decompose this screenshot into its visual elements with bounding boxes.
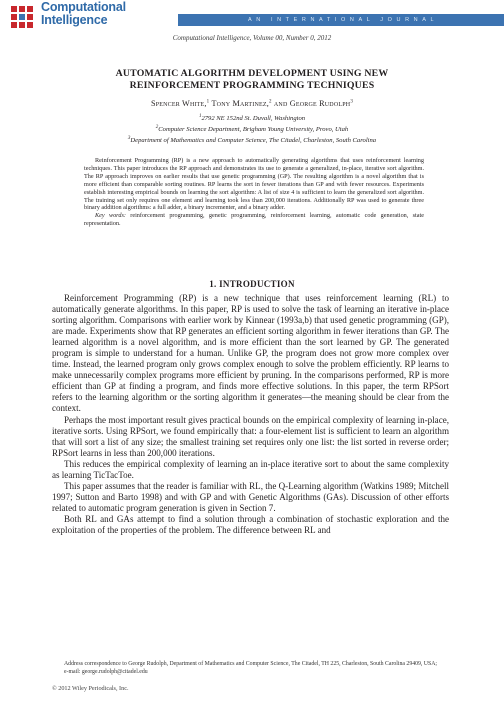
paragraph: This reduces the empirical complexity of learning an in-place iterative sort to about the same complexity as learning TicTacToe.: [52, 458, 449, 480]
affiliation-mark: 3: [127, 136, 131, 141]
journal-logo-icon: [10, 3, 38, 33]
author-list: [20, 99, 484, 108]
copyright-notice: © 2012 Wiley Periodicals, Inc.: [52, 685, 129, 692]
logo-line-2: Intelligence: [41, 13, 108, 27]
affiliation: [20, 125, 484, 133]
paragraph: This paper assumes that the reader is familiar with RL, the Q-Learning algorithm (Watkins 1989; Mitchell 1997; Sutton and Barto 1998) and with GP and with Genetic Algorithms (GAs). Discussion of other efforts related to automatic program generation is given in Section 7.: [52, 480, 449, 513]
abstract: [84, 157, 424, 228]
paragraph: Both RL and GAs attempt to find a solution through a combination of stochastic exploration and the exploitation of the properties of the problem. The difference between RL and: [52, 513, 449, 535]
author-name: Spencer White,: [150, 99, 207, 108]
body-text: [52, 293, 449, 536]
keywords-text: reinforcement programming, genetic programming, reinforcement learning, automatic code generation, state representation.: [84, 212, 424, 228]
title-line-2: REINFORCEMENT PROGRAMMING TECHNIQUES: [129, 80, 375, 91]
section-heading: 1. INTRODUCTION: [209, 279, 295, 289]
article-title: [40, 68, 464, 92]
keywords-label: Key words:: [95, 212, 126, 220]
journal-logo-text: [41, 1, 126, 27]
affiliation-mark: 2: [155, 125, 159, 130]
affiliation: [20, 114, 484, 122]
logo-line-1: Computational: [41, 0, 126, 14]
affiliation-text: Department of Mathematics and Computer Science, The Citadel, Charleston, South Carolina: [130, 137, 377, 145]
journal-citation: Computational Intelligence, Volume 00, Number 0, 2012: [172, 34, 332, 42]
author-affiliation-mark: 3: [350, 99, 354, 105]
affiliation: [20, 136, 484, 144]
journal-banner: AN INTERNATIONAL JOURNAL: [178, 14, 504, 26]
author-affiliation-mark: 1: [206, 99, 210, 105]
title-line-1: AUTOMATIC ALGORITHM DEVELOPMENT USING NEW: [115, 68, 389, 79]
affiliation-text: Computer Science Department, Brigham Young University, Provo, Utah: [158, 126, 349, 134]
author-name: Tony Martinez,: [209, 99, 269, 108]
affiliation-text: 2792 NE 152nd St. Duvall, Washington: [201, 115, 306, 123]
abstract-text: Reinforcement Programming (RP) is a new approach to automatically generating algorithms that uses reinforcement learning techniques. This paper introduces the RP approach and demonstrates its use to generate a generalized, in-place, iterative sort algorithm. The RP approach improves on earlier results that use genetic programming (GP). The resulting algorithm is a novel algorithm that is more efficient than comparable sorting routines. RP learns the sort in fewer iterations than GP and with fewer resources. Experiments establish interesting empirical bounds on learning the sort algorithm: A list of size 4 is sufficient to learn the generalized sort algorithm. The training set only requires one element and learning took less than 200,000 iterations. Additionally RP was used to generate three binary addition algorithms: a full adder, a binary incrementer, and a binary adder.: [84, 157, 424, 212]
affiliation-mark: 1: [198, 114, 202, 119]
paragraph: Perhaps the most important result gives practical bounds on the empirical complexity of learning in-place, iterative sorts. Using RPSort, we found empirically that: a four-element list is sufficient to learn an algorithm that will sort a list of any size; the smallest training set requires only one list: the list sorted in reverse order; RPSort learns in less than 200,000 iterations.: [52, 414, 449, 458]
keywords: [84, 212, 424, 228]
author-name: and George Rudolph: [271, 99, 351, 108]
correspondence-footnote: Address correspondence to George Rudolph, Department of Mathematics and Computer Science, The Citadel, TH 225, Charleston, South Carolina 29409, USA; e-mail: george.rudolph@citadel.edu: [64, 661, 438, 676]
author-affiliation-mark: 2: [268, 99, 272, 105]
paragraph: Reinforcement Programming (RP) is a new technique that uses reinforcement learning (RL) to automatically generate algorithms. In this paper, RP is used to solve the task of learning an iterative in-place sorting algorithm. Comparisons with earlier work by Kinnear (1993a,b) that used genetic programming (GP), are made. Experiments show that RP generates an efficient sorting algorithm in fewer iterations than GP. The learned algorithm is a novel algorithm, and is more efficient than the sort learned by GP. The generated program is simple to understand for a human. Unlike GP, the program does not grow more complex over time. Instead, the learned program only grows complex enough to solve the problem efficiently. RP learns to make unnecessarily complex programs more efficient by pruning. In the comparisons performed, RP is more efficient than GP at finding a program, and finds more effective solutions. In this paper, the term RPSort refers to the learning algorithm or the sorting algorithm it generates—the meaning should be clear from the context.: [52, 293, 449, 414]
